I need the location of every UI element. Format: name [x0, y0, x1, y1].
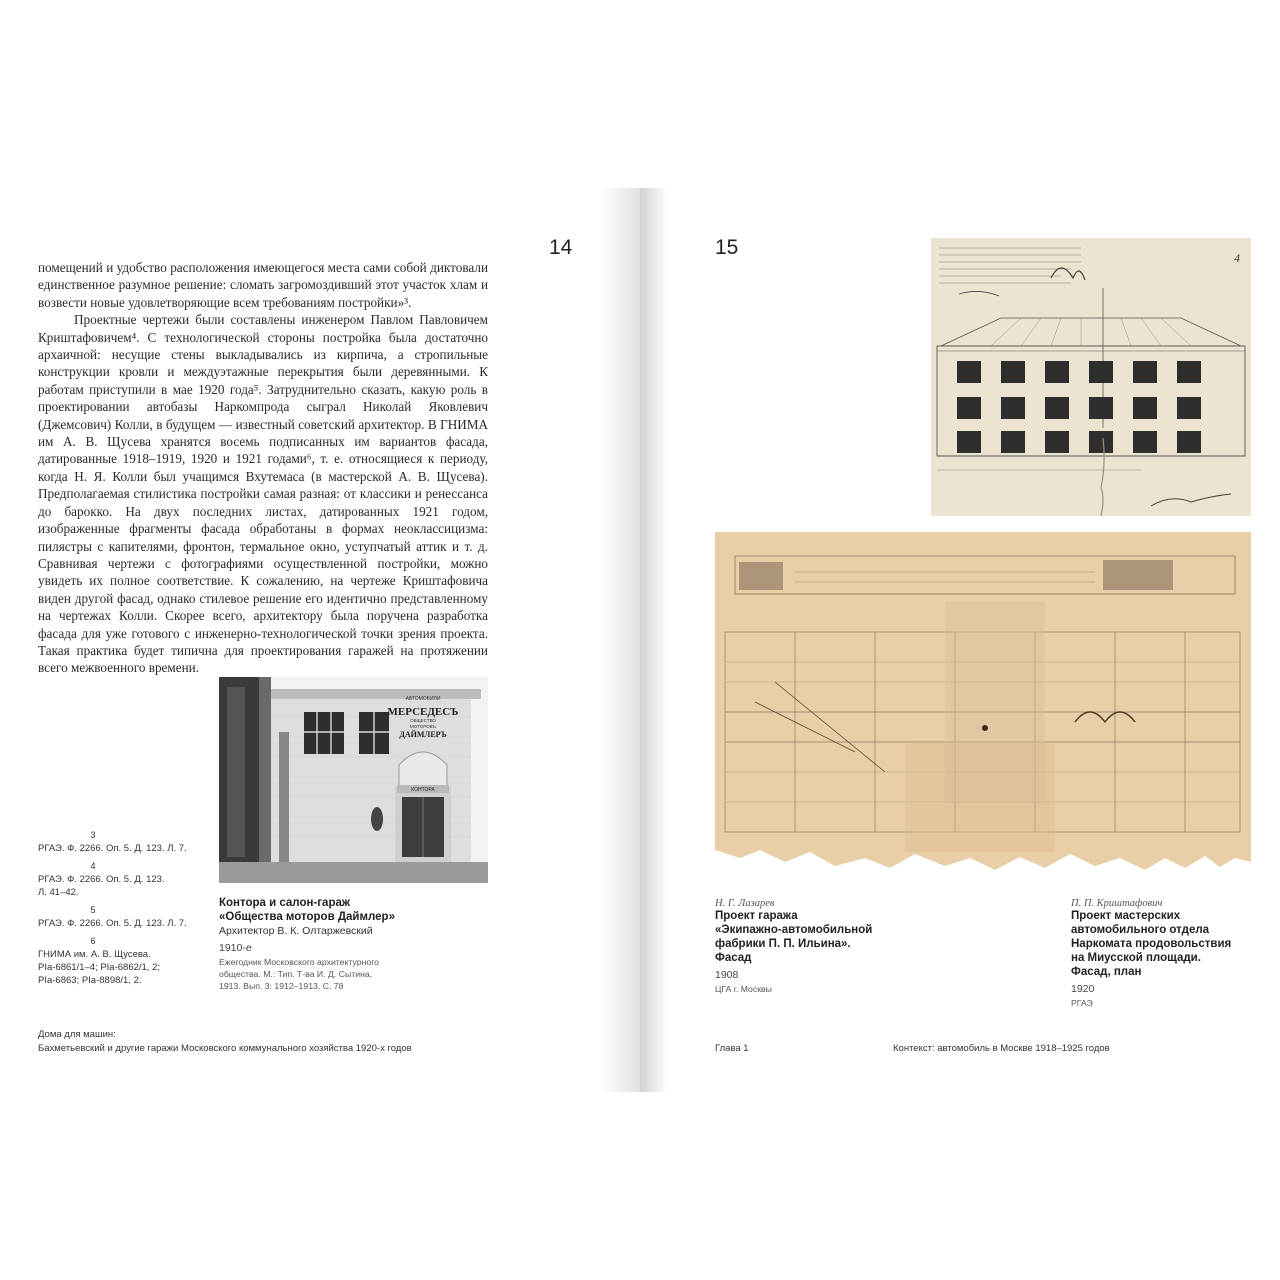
caption-date: 1920: [1071, 983, 1095, 995]
footer-book-title: Дома для машин:: [38, 1029, 116, 1040]
sign-line: АВТОМОБИЛИ: [405, 696, 441, 702]
footnote-text: Л. 41–42.: [38, 887, 79, 898]
running-footer-chapter: Глава 1: [715, 1043, 749, 1054]
drawing-number: 4: [1234, 251, 1240, 265]
sign-line: МОТОРОВЪ: [409, 724, 437, 729]
left-gutter-shade: [600, 188, 640, 1092]
photo-caption: [219, 896, 459, 992]
caption-title: «Общества моторов Даймлер»: [219, 911, 395, 923]
body-text: [38, 259, 488, 677]
caption-date: 1908: [715, 969, 739, 981]
door-sign: КОНТОРА: [411, 787, 435, 793]
footnote: [38, 829, 208, 855]
caption-source-line: 1913. Вып. 3: 1912–1913. С. 78: [219, 981, 344, 991]
caption-title: Проект мастерских: [1071, 910, 1181, 922]
running-footer-left: [38, 1028, 412, 1056]
running-footer-title: Контекст: автомобиль в Москве 1918–1925 годов: [893, 1043, 1110, 1054]
caption-title: Наркомата продовольствия: [1071, 938, 1232, 950]
caption-lazarev: [715, 898, 915, 995]
footer-book-subtitle: Бахметьевский и другие гаражи Московского коммунального хозяйства 1920-х годов: [38, 1043, 412, 1054]
workshop-plan-1920: [715, 532, 1251, 878]
sign-line: ОБЩЕСТВО: [410, 718, 436, 723]
footnote-text: PIa-6863; PIa-8898/1, 2.: [38, 975, 142, 986]
caption-title: Фасад: [715, 952, 752, 964]
footnote-text: ГНИМА им. А. В. Щусева.: [38, 949, 151, 960]
right-page: [640, 188, 1280, 1092]
footnote-number: 4: [90, 861, 96, 871]
caption-title: фабрики П. П. Ильина».: [715, 938, 851, 950]
page-number-right: 15: [715, 236, 739, 259]
book-spread: [0, 188, 1280, 1092]
footnote-number: 5: [90, 905, 96, 915]
footnote-number: 6: [90, 936, 96, 946]
footnote-text: РГАЭ. Ф. 2266. Оп. 5. Д. 123. Л. 7.: [38, 843, 187, 854]
caption-date: 1910-е: [219, 942, 252, 954]
footnote: [38, 904, 208, 930]
daimler-garage-photo: [219, 677, 488, 883]
footnote-number: 3: [90, 830, 96, 840]
sign-line: ДАЙМЛЕРЪ: [399, 730, 447, 739]
page-number-left: 14: [549, 236, 573, 259]
right-gutter-shade: [640, 188, 668, 1092]
caption-author: П. П. Криштафович: [1071, 898, 1163, 909]
footnote: [38, 860, 208, 899]
footnote-text: PIa-6861/1–4; PIa-6862/1, 2;: [38, 962, 161, 973]
caption-source-line: общества. М.: Тип. Т-ва И. Д. Сытина,: [219, 969, 373, 979]
caption-source-line: Ежегодник Московского архитектурного: [219, 957, 380, 967]
caption-krishtafovich: [1071, 898, 1271, 1009]
caption-title: автомобильного отдела: [1071, 924, 1210, 936]
footnotes: [38, 829, 208, 992]
facade-drawing-1908: [931, 238, 1251, 516]
footnote: [38, 935, 208, 987]
paragraph: помещений и удобство расположения имеющегося места сами собой диктовали единственное разумное решение: сломать загромоздивший этот участок хлам и возвести новые удовлетворяющие всем требованиям постройки»³.: [38, 260, 488, 310]
caption-architect: Архитектор В. К. Олтаржевский: [219, 925, 373, 937]
caption-source: [219, 956, 459, 992]
caption-title: Фасад, план: [1071, 966, 1142, 978]
caption-title: «Экипажно-автомобильной: [715, 924, 873, 936]
paragraph: Проектные чертежи были составлены инженером Павлом Павловичем Криштафовичем⁴. С технологической стороны постройка была достаточно архаичной: несущие стены выкладывались из кирпича, а стропильные конструкции кровли и междуэтажные перекрытия были деревянными. К работам приступили в мае 1920 года⁵. Затруднительно сказать, какую роль в проектировании автобазы Наркомпрода сыграл Николай Яковлевич (Джемсович) Колли, в будущем — известный советский архитектор. В ГНИМА им А. В. Щусева хранятся восемь подписанных им вариантов фасада, датированные 1918–1919, 1920 и 1921 годами⁶, т. е. относящиеся к периоду, когда Н. Я. Колли был учащимся Вхутемаса (в мастерской А. В. Щусева). Предполагаемая стилистика постройки самая разная: от классики и ренессанса до барокко. На двух последних листах, датированных 1921 годом, изображенные фрагменты фасада обработаны в формах неоклассицизма: пилястры с капителями, фронтон, термальное окно, уступчатый аттик и т. д. Сравнивая чертежи с фотографиями осуществленной постройки, можно увидеть их полное соответствие. К сожалению, на чертеже Криштафовича виден другой фасад, однако стилевое решение его идентично представленному на чертежах Колли. Скорее всего, архитектору была поручена разработка фасада для уже готового с инженерно-технологической точки зрения проекта. Такая практика будет типична для проектирования гаражей на протяжении всего межвоенного времени.: [38, 312, 488, 676]
caption-title: Проект гаража: [715, 910, 798, 922]
footnote-text: РГАЭ. Ф. 2266. Оп. 5. Д. 123.: [38, 874, 165, 885]
caption-author: Н. Г. Лазарев: [715, 898, 775, 909]
caption-title: на Миусской площади.: [1071, 952, 1201, 964]
caption-source: ЦГА г. Москвы: [715, 984, 772, 994]
caption-title: Контора и салон-гараж: [219, 897, 351, 909]
left-page: [0, 188, 640, 1092]
footnote-text: РГАЭ. Ф. 2266. Оп. 5. Д. 123. Л. 7.: [38, 918, 187, 929]
caption-source: РГАЭ: [1071, 998, 1093, 1008]
sign-line: МЕРСЕДЕСЪ: [387, 706, 459, 718]
